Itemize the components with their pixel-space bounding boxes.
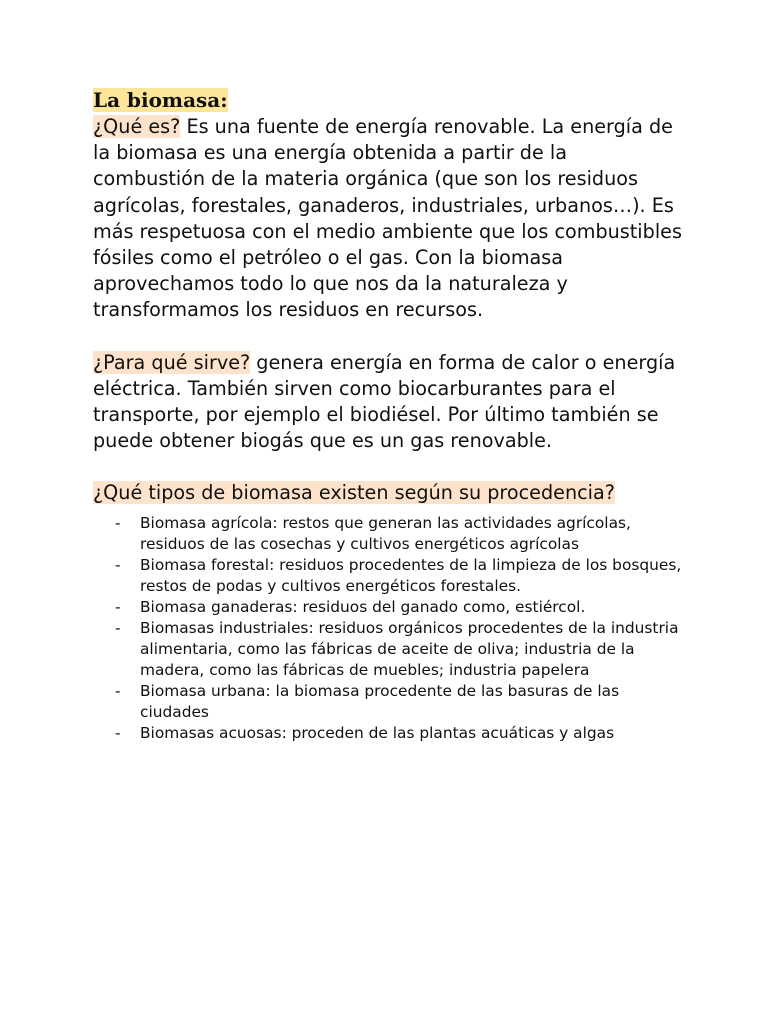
list-item bbox=[93, 513, 683, 555]
list-item-text: Biomasa ganaderas: residuos del ganado como, estiércol. bbox=[140, 597, 586, 616]
list-bullet: - bbox=[115, 681, 121, 700]
paragraph-gap bbox=[93, 454, 683, 480]
answer-what-for: genera energía en forma de calor o energía eléctrica. También sirven como biocarburantes para el transporte, por ejemplo el biodiésel. Por último también se puede obtener biogás que es un gas renovable. bbox=[93, 350, 676, 453]
section-what-is bbox=[93, 114, 683, 324]
list-item-text: Biomasa forestal: residuos procedentes de la limpieza de los bosques, restos de podas y cultivos energéticos forestales. bbox=[140, 555, 682, 595]
section-types bbox=[93, 480, 683, 506]
document-title bbox=[93, 86, 228, 114]
list-item-text: Biomasas acuosas: proceden de las plantas acuáticas y algas bbox=[140, 723, 615, 742]
list-bullet: - bbox=[115, 618, 121, 637]
list-bullet: - bbox=[115, 555, 121, 574]
list-item-text: Biomasas industriales: residuos orgánicos procedentes de la industria alimentaria, como las fábricas de aceite de oliva; industria de la madera, como las fábricas de muebles; industria papelera bbox=[140, 618, 679, 679]
document-page bbox=[93, 86, 683, 744]
biomass-types-list bbox=[93, 513, 683, 744]
question-what-is: ¿Qué es? bbox=[93, 115, 181, 138]
list-bullet: - bbox=[115, 597, 121, 616]
list-item bbox=[93, 618, 683, 681]
question-types: ¿Qué tipos de biomasa existen según su procedencia? bbox=[93, 481, 615, 505]
title-highlight: La biomasa: bbox=[93, 88, 228, 112]
list-item-text: Biomasa agrícola: restos que generan las actividades agrícolas, residuos de las cosechas y cultivos energéticos agrícolas bbox=[140, 513, 631, 553]
answer-what-is: Es una fuente de energía renovable. La energía de la biomasa es una energía obtenida a partir de la combustión de la materia orgánica (que son los residuos agrícolas, forestales, ganaderos, industriales, urbanos…). Es más respetuosa con el medio ambiente que los combustibles fósiles como el petróleo o el gas. Con la biomasa aprovechamos todo lo que nos da la naturaleza y transformamos los residuos en recursos. bbox=[93, 115, 682, 322]
list-bullet: - bbox=[115, 513, 121, 532]
list-item bbox=[93, 555, 683, 597]
list-item-text: Biomasa urbana: la biomasa procedente de las basuras de las ciudades bbox=[140, 681, 620, 721]
paragraph-gap bbox=[93, 324, 683, 350]
question-what-for: ¿Para qué sirve? bbox=[93, 350, 251, 374]
list-item bbox=[93, 597, 683, 618]
list-item bbox=[93, 681, 683, 723]
list-item bbox=[93, 723, 683, 744]
section-what-for bbox=[93, 350, 683, 455]
list-bullet: - bbox=[115, 723, 121, 742]
